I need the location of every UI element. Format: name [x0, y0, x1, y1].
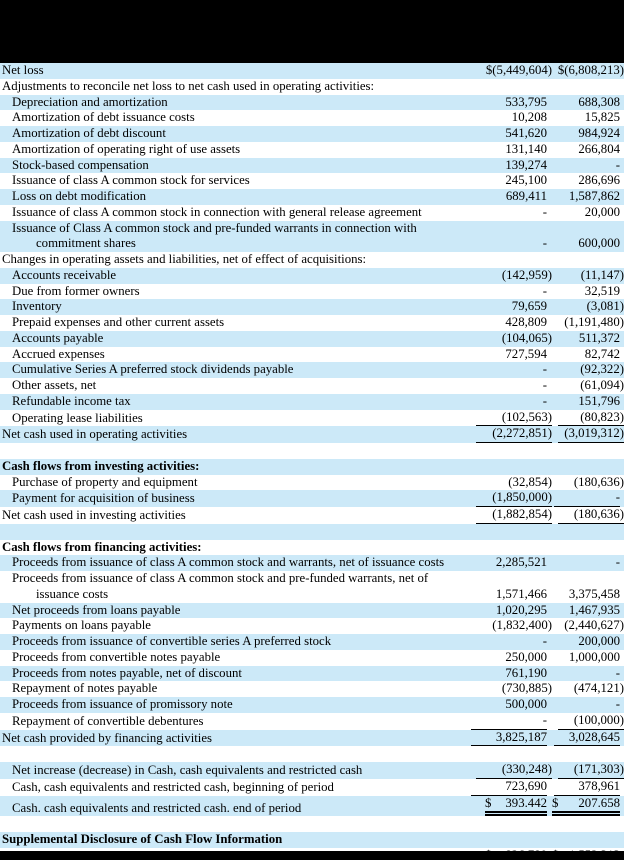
amount-col1: (1,850,000)	[446, 490, 547, 507]
table-row	[0, 268, 624, 284]
amount-col2: 15,825	[584, 110, 620, 125]
blank-row	[0, 524, 624, 540]
row-label: Cash flows from investing activities:	[2, 458, 200, 473]
amount-col1: (102,563)	[446, 410, 547, 427]
amount-col2: $(6,808,213)	[557, 63, 624, 77]
table-row	[0, 730, 624, 747]
table-row	[0, 490, 624, 507]
row-label: Due from former owners	[12, 283, 140, 298]
amount-col1: 3,825,187	[446, 730, 547, 747]
table-row	[0, 618, 624, 634]
amount-col2: (100,000)	[547, 713, 624, 730]
table-row	[0, 378, 624, 394]
table-row	[0, 347, 624, 363]
row-label: Amortization of debt discount	[12, 126, 166, 140]
amount-col1: 500,000	[505, 697, 547, 711]
amount-col2: 378,961	[547, 779, 624, 796]
amount-col2: -	[615, 665, 620, 680]
amount-col2: -	[547, 490, 624, 507]
amount-col2: (180,636)	[573, 474, 624, 489]
row-label-continuation: issuance costs	[36, 586, 109, 601]
row-label: Loss on debt modification	[12, 189, 146, 203]
amount-col1: 10,208	[511, 110, 547, 125]
row-label: Payments on loans payable	[12, 618, 151, 633]
amount-col2: -	[615, 697, 620, 711]
row-label: Amortization of operating right of use assets	[12, 141, 241, 156]
amount-col2: (2,440,627)	[564, 618, 624, 633]
amount-col1: 541,620	[505, 126, 547, 140]
amount-col1: (1,882,854)	[446, 507, 547, 524]
table-row	[0, 142, 624, 158]
row-label: Net cash used in operating activities	[2, 427, 188, 442]
table-row	[0, 832, 624, 848]
row-label: Proceeds from issuance of class A common stock and pre-funded warrants, net of issuance costs	[0, 571, 446, 603]
row-label: Net loss	[2, 63, 44, 77]
row-label: Repayment of convertible debentures	[12, 713, 204, 728]
amount-col1: (330,248)	[446, 762, 547, 779]
amount-col1: -	[542, 378, 547, 392]
blank-row	[0, 746, 624, 762]
table-row	[0, 697, 624, 713]
amount-col2: 511,372	[578, 330, 620, 345]
row-label: Accrued expenses	[12, 346, 105, 361]
amount-col1	[446, 796, 547, 817]
amount-col1: 1,571,466	[495, 586, 547, 601]
row-label: Issuance of Class A common stock and pre-funded warrants in connection with commitment shares	[0, 221, 446, 253]
amount-col2: (171,303)	[547, 762, 624, 779]
amount-col2: 1,587,862	[568, 189, 620, 203]
row-label: Issuance of class A common stock for services	[12, 173, 250, 188]
table-row	[0, 681, 624, 697]
amount-value: 207.658	[578, 795, 620, 810]
amount-col2: 200,000	[578, 634, 620, 648]
row-label: Cash. cash equivalents and restricted cash. end of period	[12, 800, 302, 815]
bottom-border-bar	[0, 851, 624, 860]
row-label: Cash, cash equivalents and restricted cash, beginning of period	[12, 779, 334, 794]
amount-col1: 689,411	[505, 189, 547, 203]
amount-col2: 688,308	[578, 94, 620, 109]
amount-col1: 1,020,295	[495, 602, 547, 617]
table-row	[0, 713, 624, 730]
row-label: Prepaid expenses and other current assets	[12, 315, 225, 329]
amount-col1: 428,809	[505, 315, 547, 329]
dollar-sign: $	[485, 795, 492, 810]
amount-col1: -	[446, 713, 547, 730]
amount-col2: 20,000	[584, 204, 620, 219]
table-row	[0, 252, 624, 268]
row-label: Proceeds from issuance of class A common stock and warrants, net of issuance costs	[12, 555, 445, 570]
row-label: Cash flows from financing activities:	[2, 539, 202, 554]
amount-col1: 131,140	[505, 141, 547, 156]
amount-col2	[547, 796, 624, 817]
row-label: Purchase of property and equipment	[12, 474, 198, 489]
amount-col1: -	[542, 204, 547, 219]
amount-col2: -	[615, 157, 620, 172]
row-label: Inventory	[12, 299, 62, 314]
row-label: Other assets, net	[12, 378, 97, 392]
row-label: Operating lease liabilities	[12, 410, 143, 425]
table-row	[0, 95, 624, 111]
amount-col2: 32,519	[584, 283, 620, 298]
amount-col2: (1,191,480)	[564, 315, 624, 329]
amount-col1: 250,000	[505, 649, 547, 664]
amount-col2: 600,000	[578, 236, 620, 251]
cash-flow-table	[0, 63, 624, 860]
table-row	[0, 189, 624, 205]
amount-col1: 139,274	[505, 157, 547, 172]
amount-col1: 2,285,521	[495, 555, 547, 570]
amount-col2: 3,028,645	[547, 730, 624, 747]
amount-col2: 1,467,935	[568, 602, 620, 617]
amount-col2: (92,322)	[580, 362, 624, 377]
amount-col2: 1,000,000	[568, 649, 620, 664]
amount-col1: 723,690	[446, 779, 547, 796]
table-row	[0, 650, 624, 666]
table-row	[0, 221, 624, 253]
amount-col1: 245,100	[505, 173, 547, 188]
row-label: Cumulative Series A preferred stock dividends payable	[12, 362, 294, 377]
table-row	[0, 540, 624, 556]
amount-col1: (32,854)	[508, 474, 552, 489]
amount-value: 393.442	[505, 795, 547, 810]
row-label: Proceeds from convertible notes payable	[12, 649, 221, 664]
row-label: Proceeds from issuance of promissory note	[12, 697, 233, 711]
table-row	[0, 779, 624, 796]
amount-col1: 761,190	[505, 665, 547, 680]
amount-col1: (142,959)	[501, 267, 552, 282]
table-row	[0, 126, 624, 142]
table-row	[0, 796, 624, 817]
amount-col2: 151,796	[578, 393, 620, 408]
amount-col2: (180,636)	[547, 507, 624, 524]
amount-col1: $(5,449,604)	[485, 63, 552, 77]
amount-col1: -	[542, 362, 547, 377]
row-label: Issuance of class A common stock in connection with general release agreement	[12, 204, 422, 219]
dollar-sign: $	[552, 795, 559, 810]
table-row	[0, 571, 624, 603]
table-row	[0, 299, 624, 315]
amount-col1: (1,832,400)	[492, 618, 552, 633]
blank-row	[0, 816, 624, 832]
amount-col1: -	[542, 236, 547, 251]
table-row	[0, 507, 624, 524]
table-row	[0, 362, 624, 378]
amount-col2: (80,823)	[547, 410, 624, 427]
amount-col1: (730,885)	[501, 681, 552, 696]
table-row	[0, 410, 624, 427]
amount-col1: 79,659	[511, 299, 547, 314]
table-row	[0, 762, 624, 779]
amount-col1: 727,594	[505, 346, 547, 361]
row-label: Supplemental Disclosure of Cash Flow Information	[2, 832, 283, 846]
amount-col1: (2,272,851)	[446, 426, 547, 443]
row-label: Adjustments to reconcile net loss to net cash used in operating activities:	[2, 78, 375, 93]
table-row	[0, 158, 624, 174]
table-row	[0, 205, 624, 221]
table-row	[0, 315, 624, 331]
row-label: Changes in operating assets and liabilities, net of effect of acquisitions:	[2, 252, 367, 266]
row-label: Payment for acquisition of business	[12, 491, 195, 506]
amount-col1: -	[542, 283, 547, 298]
table-row	[0, 459, 624, 475]
amount-col1: (104,065)	[501, 330, 552, 345]
amount-col2: -	[615, 555, 620, 570]
amount-col2: 984,924	[578, 126, 620, 140]
table-row	[0, 63, 624, 79]
row-label: Accounts receivable	[12, 267, 117, 282]
row-label: Net increase (decrease) in Cash, cash equivalents and restricted cash	[12, 763, 363, 777]
amount-col2: (474,121)	[573, 681, 624, 696]
row-label: Proceeds from notes payable, net of discount	[12, 665, 242, 680]
table-row	[0, 284, 624, 300]
blank-row	[0, 443, 624, 459]
table-row	[0, 79, 624, 95]
table-row	[0, 173, 624, 189]
redacted-header-block	[0, 0, 624, 63]
table-row	[0, 110, 624, 126]
amount-col2: 82,742	[584, 346, 620, 361]
table-row	[0, 426, 624, 443]
amount-col2: (61,094)	[580, 378, 624, 392]
row-label: Refundable income tax	[12, 393, 131, 408]
amount-col2: 266,804	[578, 141, 620, 156]
row-label: Amortization of debt issuance costs	[12, 110, 195, 125]
row-label: Depreciation and amortization	[12, 94, 168, 109]
row-label: Proceeds from issuance of convertible series A preferred stock	[12, 634, 332, 648]
row-label: Repayment of notes payable	[12, 681, 158, 696]
amount-col2: (11,147)	[580, 267, 624, 282]
amount-col1: 533,795	[505, 94, 547, 109]
table-row	[0, 634, 624, 650]
row-label: Accounts payable	[12, 330, 104, 345]
amount-col2: 3,375,458	[568, 586, 620, 601]
row-label-continuation: commitment shares	[36, 236, 136, 251]
amount-col2: (3,019,312)	[547, 426, 624, 443]
table-row	[0, 394, 624, 410]
amount-col2: 286,696	[578, 173, 620, 188]
table-row	[0, 475, 624, 491]
amount-col1: -	[542, 393, 547, 408]
row-label: Net cash provided by financing activities	[2, 730, 213, 745]
amount-col1: -	[542, 634, 547, 648]
amount-col2: (3,081)	[586, 299, 624, 314]
table-row	[0, 331, 624, 347]
row-label: Net cash used in investing activities	[2, 508, 186, 522]
table-row	[0, 555, 624, 571]
row-label: Stock-based compensation	[12, 157, 149, 172]
row-label: Net proceeds from loans payable	[12, 602, 181, 617]
table-row	[0, 666, 624, 682]
table-row	[0, 603, 624, 619]
